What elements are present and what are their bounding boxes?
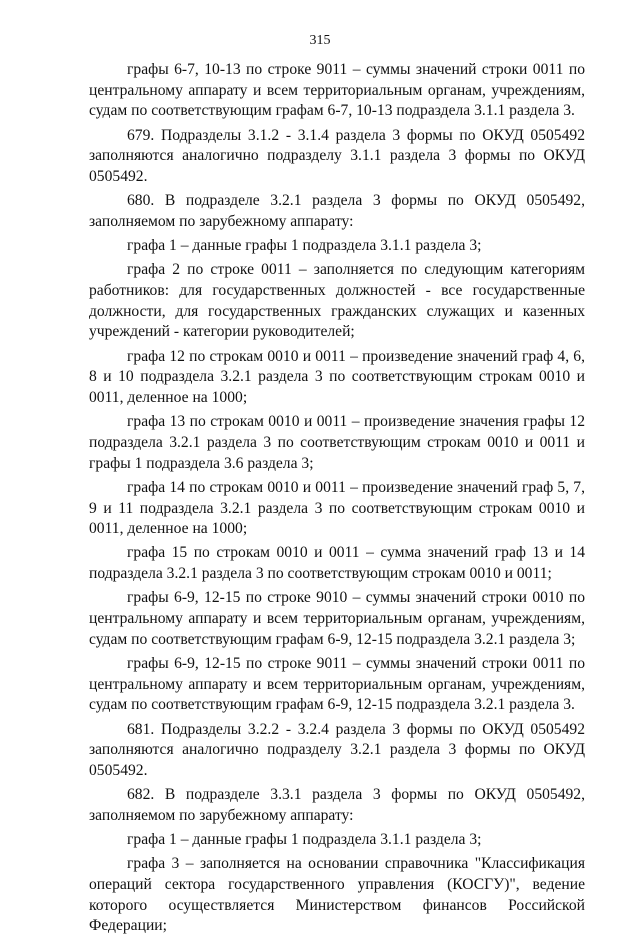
paragraph-graph-2: графа 2 по строке 0011 – заполняется по следующим категориям работников: для государственных должностей - все государственные должности, для государственных гражданских служащих и казенных учреждений - категории руководителей; [89,261,585,341]
paragraph-681: 681. Подразделы 3.2.2 - 3.2.4 раздела 3 формы по ОКУД 0505492 заполняются аналогично подразделу 3.2.1 раздела 3 формы по ОКУД 0505492. [89,720,585,779]
paragraph-680: 680. В подразделе 3.2.1 раздела 3 формы по ОКУД 0505492, заполняемом по зарубежному аппарату: [89,192,585,230]
paragraph-graphs-6-9-row-9011: графы 6-9, 12-15 по строке 9011 – суммы значений строки 0011 по центральному аппарату и всем территориальным органам, учреждениям, судам по соответствующим графам 6-9, 12-15 подраздела 3.2.1 раздела 3. [89,654,585,714]
paragraph-graph-14: графа 14 по строкам 0010 и 0011 – произведение значений граф 5, 7, 9 и 11 подраздела 3.2.1 раздела 3 по соответствующим строкам 0010 и 0011, деленное на 1000; [89,478,585,538]
paragraph-682-graph-3: графа 3 – заполняется на основании справочника "Классификация операций сектора государственного управления (КОСГУ)", ведение которого осуществляется Министерством финансов Российской Федерации; [89,855,585,935]
paragraph-graph-13: графа 13 по строкам 0010 и 0011 – произведение значения графы 12 подраздела 3.2.1 раздела 3 по соответствующим строкам 0010 и 0011 и графы 1 подраздела 3.6 раздела 3; [89,413,585,472]
paragraph-graph-1: графа 1 – данные графы 1 подраздела 3.1.1 раздела 3; [127,237,482,255]
paragraph-continuation-graphs-6-7: графы 6-7, 10-13 по строке 9011 – суммы значений строки 0011 по центральному аппарату и всем территориальным органам, учреждениям, судам по соответствующим графам 6-7, 10-13 подраздела 3.1.1 раздела 3. [89,61,585,120]
paragraph-graph-15: графа 15 по строкам 0010 и 0011 – сумма значений граф 13 и 14 подраздела 3.2.1 раздела 3 по соответствующим строкам 0010 и 0011; [89,544,585,583]
paragraph-679: 679. Подразделы 3.1.2 - 3.1.4 раздела 3 формы по ОКУД 0505492 заполняются аналогично подразделу 3.1.1 раздела 3 формы по ОКУД 0505492. [89,126,585,186]
page-number: 315 [309,33,331,48]
paragraph-graph-12: графа 12 по строкам 0010 и 0011 – произведение значений граф 4, 6, 8 и 10 подраздела 3.2.1 раздела 3 по соответствующим строкам 0010 и 0011, деленное на 1000; [89,347,585,407]
paragraph-graphs-6-9-row-9010: графы 6-9, 12-15 по строке 9010 – суммы значений строки 0010 по центральному аппарату и всем территориальным органам, учреждениям, судам по соответствующим графам 6-9, 12-15 подраздела 3.2.1 раздела 3; [89,589,585,648]
paragraph-682-graph-1: графа 1 – данные графы 1 подраздела 3.1.1 раздела 3; [127,831,482,849]
paragraph-682: 682. В подразделе 3.3.1 раздела 3 формы по ОКУД 0505492, заполняемом по зарубежному аппарату: [89,786,585,824]
document-body [89,60,585,941]
